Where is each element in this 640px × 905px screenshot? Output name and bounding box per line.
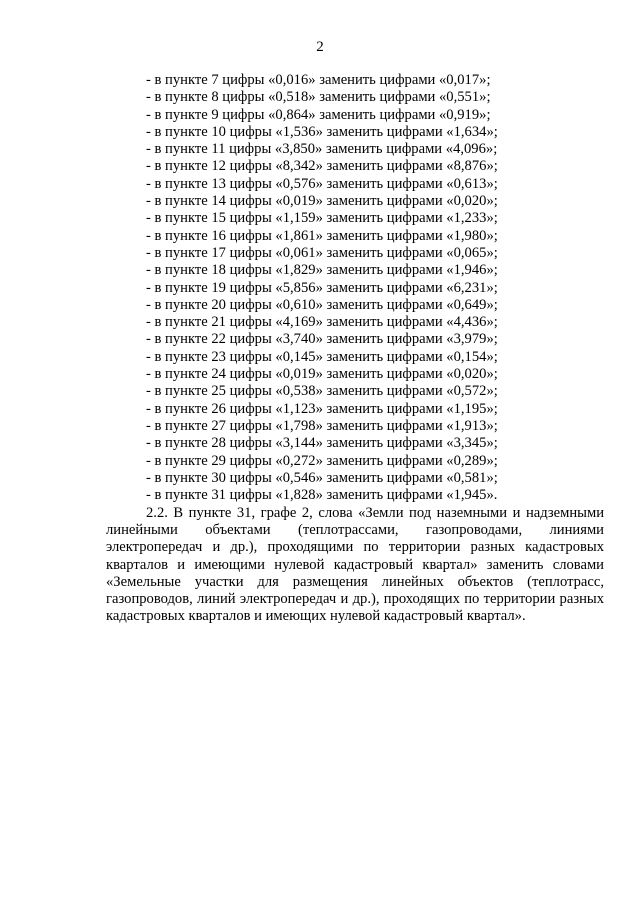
list-item: - в пункте 28 цифры «3,144» заменить цифрами «3,345»; <box>146 435 498 452</box>
page-number: 2 <box>316 39 324 55</box>
list-item: - в пункте 13 цифры «0,576» заменить цифрами «0,613»; <box>146 175 498 192</box>
list-item: - в пункте 9 цифры «0,864» заменить цифрами «0,919»; <box>146 106 491 123</box>
list-item: - в пункте 29 цифры «0,272» заменить цифрами «0,289»; <box>146 452 498 469</box>
list-item: - в пункте 25 цифры «0,538» заменить цифрами «0,572»; <box>146 383 498 400</box>
list-item: - в пункте 23 цифры «0,145» заменить цифрами «0,154»; <box>146 348 498 365</box>
list-item: - в пункте 10 цифры «1,536» заменить цифрами «1,634»; <box>146 123 498 140</box>
list-item: - в пункте 16 цифры «1,861» заменить цифрами «1,980»; <box>146 227 498 244</box>
list-item: - в пункте 18 цифры «1,829» заменить цифрами «1,946»; <box>146 262 498 279</box>
amendment-paragraph: 2.2. В пункте 31, графе 2, слова «Земли под наземными и надземными линейными объектами (теплотрассами, газопроводами, линиями электропередач и др.), проходящими по территории разных кадастровых кварталов и имеющими нулевой кадастровый квартал» заменить словами «Земельные участки для размещения линейных объектов (теплотрасс, газопроводов, линий электропередач и др.), проходящих по территории разных кадастровых кварталов и имеющих нулевой кадастровый квартал». <box>106 505 604 625</box>
list-item: - в пункте 20 цифры «0,610» заменить цифрами «0,649»; <box>146 296 498 313</box>
list-item: - в пункте 14 цифры «0,019» заменить цифрами «0,020»; <box>146 193 498 210</box>
list-item: - в пункте 31 цифры «1,828» заменить цифрами «1,945». <box>146 487 498 504</box>
list-item: - в пункте 11 цифры «3,850» заменить цифрами «4,096»; <box>146 141 498 158</box>
list-item: - в пункте 27 цифры «1,798» заменить цифрами «1,913»; <box>146 417 498 434</box>
list-item: - в пункте 15 цифры «1,159» заменить цифрами «1,233»; <box>146 210 498 227</box>
list-item: - в пункте 30 цифры «0,546» заменить цифрами «0,581»; <box>146 469 498 486</box>
list-item: - в пункте 17 цифры «0,061» заменить цифрами «0,065»; <box>146 244 498 261</box>
list-item: - в пункте 21 цифры «4,169» заменить цифрами «4,436»; <box>146 314 498 331</box>
list-item: - в пункте 19 цифры «5,856» заменить цифрами «6,231»; <box>146 279 498 296</box>
list-item: - в пункте 22 цифры «3,740» заменить цифрами «3,979»; <box>146 331 498 348</box>
amendment-list <box>146 72 546 504</box>
list-item: - в пункте 12 цифры «8,342» заменить цифрами «8,876»; <box>146 158 498 175</box>
list-item: - в пункте 8 цифры «0,518» заменить цифрами «0,551»; <box>146 89 491 106</box>
list-item: - в пункте 26 цифры «1,123» заменить цифрами «1,195»; <box>146 400 498 417</box>
list-item: - в пункте 7 цифры «0,016» заменить цифрами «0,017»; <box>146 72 491 88</box>
list-item: - в пункте 24 цифры «0,019» заменить цифрами «0,020»; <box>146 366 498 383</box>
